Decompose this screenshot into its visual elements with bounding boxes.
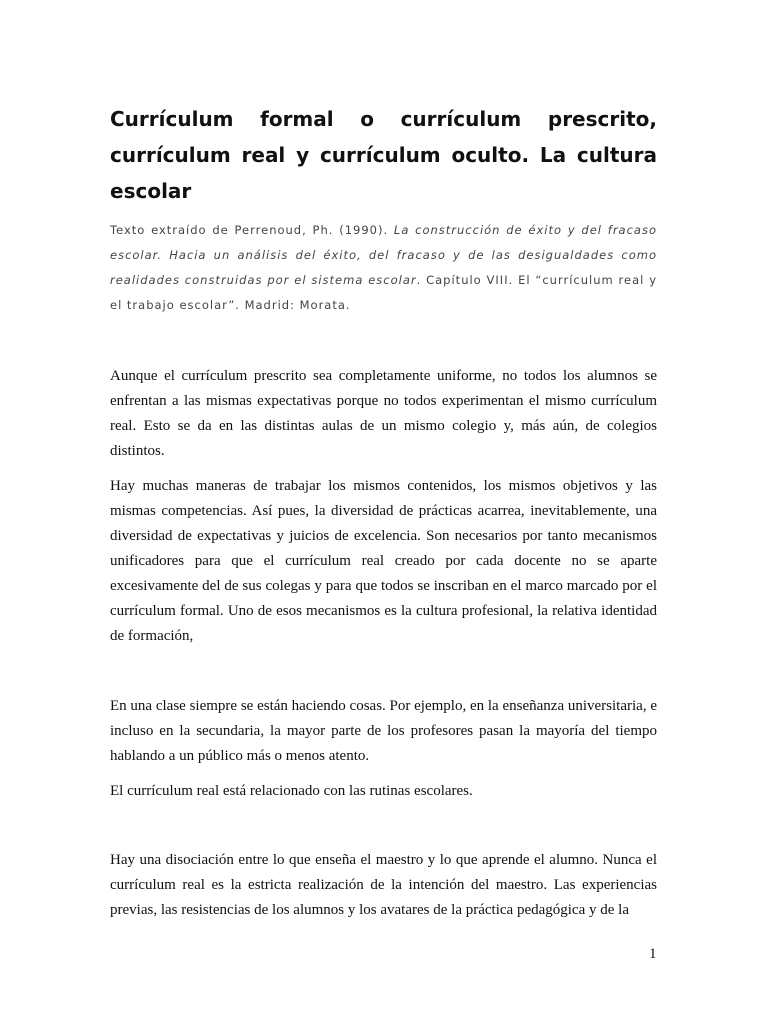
document-title: Currículum formal o currículum prescrito, currículum real y currículum oculto. La cultura escolar [110,107,657,203]
citation-suffix: . Capítulo VIII. El “currículum real y el trabajo escolar”. Madrid: Morata. [110,273,657,312]
paragraph-2: Hay muchas maneras de trabajar los mismos contenidos, los mismos objetivos y las mismas competencias. Así pues, la diversidad de prácticas acarrea, inevitablemente, una diversidad de expectativas y juicios de excelencia. Son necesarios por tanto mecanismos unificadores para que el currículum real creado por cada docente no se aparte excesivamente del de sus colegas y para que todos se inscriban en el marco marcado por el currículum formal. Uno de esos mecanismos es la cultura profesional, la relativa identidad de formación, [110,478,657,644]
page-number: 1 [649,946,657,962]
source-citation [110,218,657,318]
paragraph-5: Hay una disociación entre lo que enseña el maestro y lo que aprende el alumno. Nunca el currículum real es la estricta realización de la intención del maestro. Las experiencias previas, las resistencias de los alumnos y los avatares de la práctica pedagógica y de la [110,852,657,918]
paragraph-3: En una clase siempre se están haciendo cosas. Por ejemplo, en la enseñanza universitaria, e incluso en la secundaria, la mayor parte de los profesores pasan la mayoría del tiempo hablando a un público más o menos atento. [110,698,657,764]
paragraph-1: Aunque el currículum prescrito sea completamente uniforme, no todos los alumnos se enfrentan a las mismas expectativas porque no todos experimentan el mismo currículum real. Esto se da en las distintas aulas de un mismo colegio y, más aún, de colegios distintos. [110,368,657,459]
citation-prefix: Texto extraído de Perrenoud, Ph. (1990). [110,223,394,237]
citation-book-title: La construcción de éxito y del fracaso escolar. Hacia un análisis del éxito, del fracaso y de las desigualdades como realidades construidas por el sistema escolar [110,223,657,287]
paragraph-4: El currículum real está relacionado con las rutinas escolares. [110,783,473,799]
